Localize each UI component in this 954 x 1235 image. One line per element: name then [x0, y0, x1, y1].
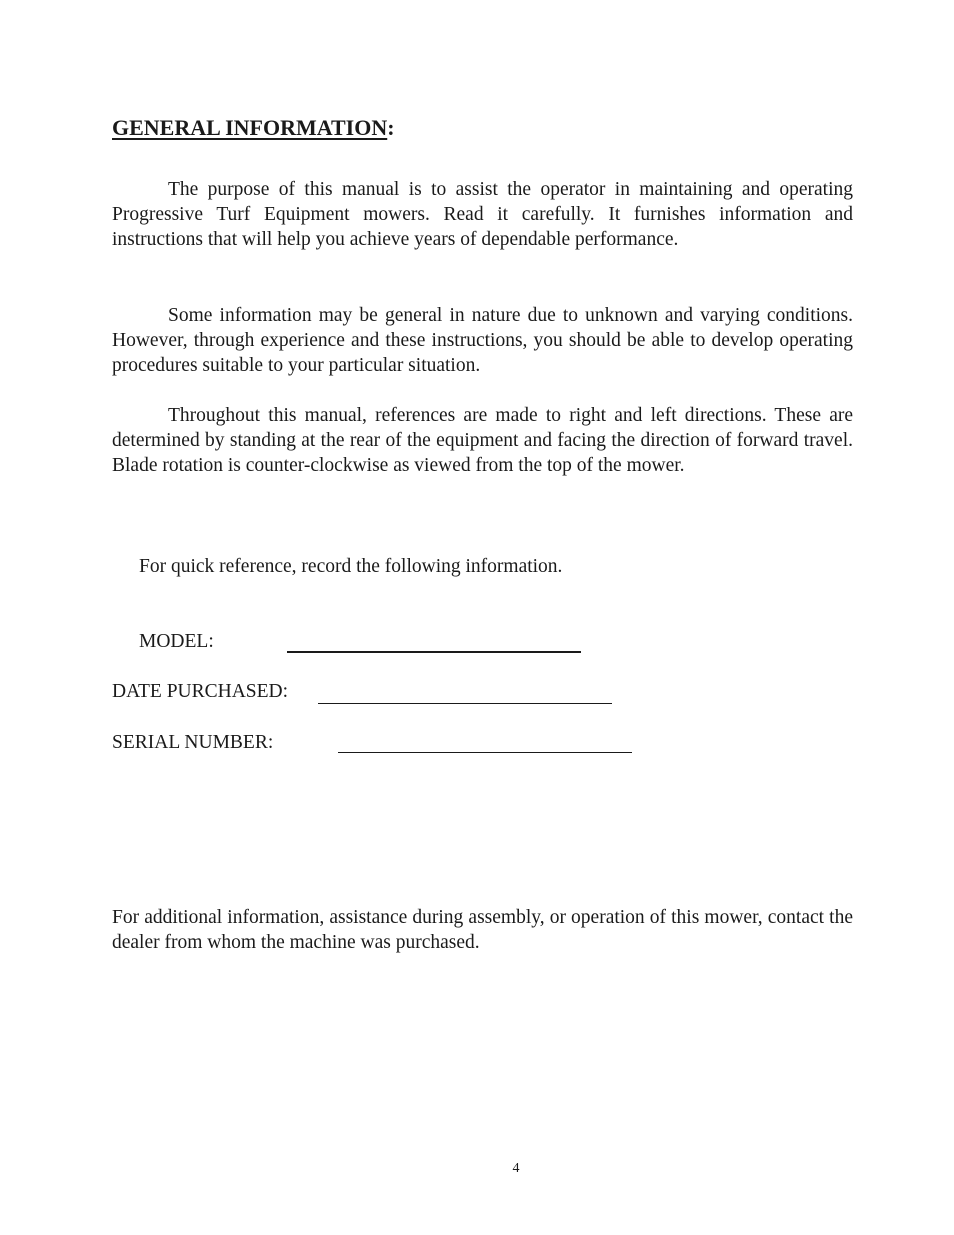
- model-label: MODEL:: [139, 631, 214, 652]
- date-purchased-label: DATE PURCHASED:: [112, 681, 289, 702]
- paragraph-directions: Throughout this manual, references are made to right and left directions. These are determined by standing at the rear of the equipment and facing the direction of forward travel. Blade rotation is counter-clockwise as viewed from the top of the mower.: [112, 405, 853, 476]
- date-purchased-blank-line: [318, 703, 612, 704]
- paragraph-general-conditions: Some information may be general in nature due to unknown and varying conditions. However, through experience and these instructions, you should be able to develop operating procedures suitable to your particular situation.: [112, 305, 853, 376]
- serial-number-blank-line: [338, 752, 632, 753]
- page-title-colon: :: [387, 115, 395, 140]
- paragraph-purpose: The purpose of this manual is to assist the operator in maintaining and operating Progressive Turf Equipment mowers. Read it carefully. It furnishes information and instructions that will help you achieve years of dependable performance.: [112, 179, 853, 250]
- page-title-text: GENERAL INFORMATION: [112, 115, 388, 140]
- page-number: 4: [512, 1161, 520, 1176]
- serial-number-label: SERIAL NUMBER:: [112, 732, 274, 753]
- paragraph-contact-dealer: For additional information, assistance during assembly, or operation of this mower, contact the dealer from whom the machine was purchased.: [112, 907, 853, 953]
- model-blank-line: [287, 651, 581, 653]
- quick-reference-text: For quick reference, record the following information.: [139, 556, 563, 577]
- page-title: [112, 113, 395, 143]
